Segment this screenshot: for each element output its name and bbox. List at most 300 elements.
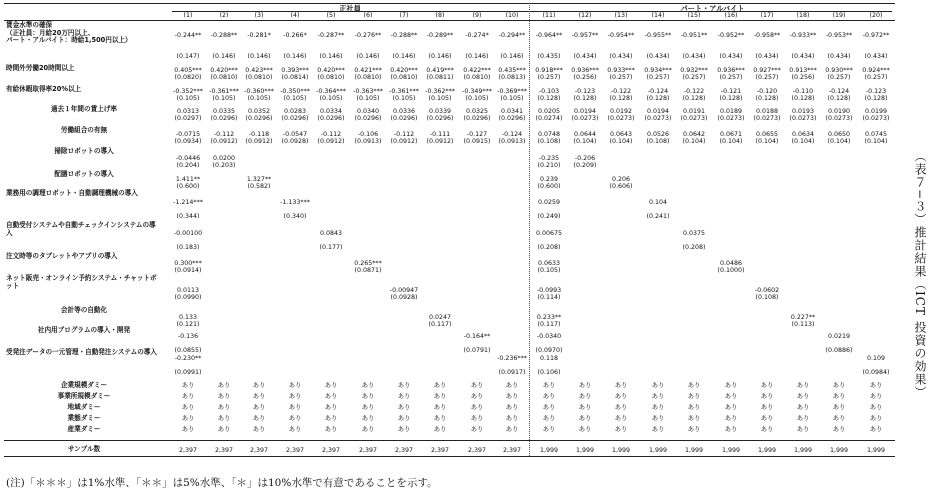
dummy-value: あり	[324, 382, 338, 389]
dummy-value: あり	[760, 393, 774, 400]
coef-cell: -0.958**	[753, 32, 781, 39]
dummy-value: あり	[324, 404, 338, 411]
se-cell: (0.128)	[573, 95, 597, 102]
se-cell: (0.105)	[537, 267, 561, 274]
coef-cell: 0.936***	[717, 67, 745, 74]
coef-cell: -0.0993	[536, 287, 562, 294]
coef-cell: 0.0336	[392, 108, 416, 115]
se-cell: (0.104)	[755, 138, 779, 145]
column-header: (11)	[542, 12, 556, 19]
dummy-value: あり	[470, 404, 484, 411]
coef-cell: -0.121	[720, 88, 742, 95]
dummy-value: あり	[470, 415, 484, 422]
coef-cell: -0.124	[647, 88, 669, 95]
se-cell: (0.257)	[755, 74, 779, 81]
se-cell: (0.434)	[609, 53, 633, 60]
se-cell: (0.146)	[392, 53, 416, 60]
se-cell: (0.104)	[682, 138, 706, 145]
sample-value: 1,999	[721, 447, 741, 454]
coef-cell: -0.112	[393, 131, 415, 138]
column-header: (20)	[869, 12, 883, 19]
row-label: ネット販売・オンライン予約システム・チャットボット	[6, 274, 157, 290]
dummy-value: あり	[505, 393, 519, 400]
coef-cell: 0.0340	[356, 108, 380, 115]
column-header: (3)	[254, 12, 264, 19]
row-label: 時間外労働20時間以上	[6, 64, 75, 72]
se-cell: (0.177)	[319, 244, 343, 251]
se-cell: (0.0296)	[210, 115, 238, 122]
dummy-value: あり	[796, 404, 810, 411]
dummy-value: あり	[217, 393, 231, 400]
se-cell: (0.128)	[827, 95, 851, 102]
dummy-value: あり	[542, 393, 556, 400]
coef-cell: 0.0745	[864, 131, 888, 138]
se-cell: (0.0913)	[354, 138, 382, 145]
coef-cell: -0.953**	[825, 32, 853, 39]
coef-cell: 0.918***	[535, 67, 563, 74]
sample-value: 1,999	[648, 447, 668, 454]
se-cell: (0.146)	[465, 53, 489, 60]
se-cell: (0.434)	[864, 53, 888, 60]
se-cell: (0.105)	[212, 95, 236, 102]
sample-value: 1,999	[757, 447, 777, 454]
dummy-value: あり	[324, 426, 338, 433]
column-header: (12)	[578, 12, 592, 19]
dummy-label: 企業規模ダミー	[60, 381, 108, 389]
se-cell: (0.257)	[827, 74, 851, 81]
se-cell: (0.241)	[646, 213, 670, 220]
se-cell: (0.0296)	[245, 115, 273, 122]
se-cell: (0.0991)	[174, 369, 202, 376]
coef-cell: 0.0194	[573, 108, 597, 115]
se-cell: (0.257)	[719, 74, 743, 81]
se-cell: (0.105)	[176, 95, 200, 102]
row-label: 社内用プログラムの導入・開発	[37, 326, 131, 334]
se-cell: (0.108)	[537, 138, 561, 145]
coef-cell: -0.124	[501, 131, 523, 138]
dummy-value: あり	[505, 415, 519, 422]
sample-value: 2,397	[178, 447, 198, 454]
column-header: (5)	[326, 12, 336, 19]
se-cell: (0.257)	[864, 74, 888, 81]
coef-cell: -0.103	[538, 88, 560, 95]
se-cell: (0.0273)	[789, 115, 817, 122]
dummy-value: あり	[542, 382, 556, 389]
sample-value: 1,999	[829, 447, 849, 454]
se-cell: (0.0296)	[390, 115, 418, 122]
coef-cell: 0.0643	[609, 131, 633, 138]
dummy-value: あり	[505, 426, 519, 433]
row-label: 業務用の調理ロボット・自動調理機械の導入	[6, 189, 138, 197]
column-header: (6)	[363, 12, 373, 19]
coef-cell: 0.0219	[827, 333, 851, 340]
table-title: （表７−３）推計結果（ICT 投資の効果）	[913, 150, 927, 399]
coef-cell: 0.206	[611, 176, 631, 183]
se-cell: (0.0984)	[862, 369, 890, 376]
coef-cell: -0.127	[466, 131, 488, 138]
header-rule	[4, 20, 895, 21]
dummy-value: あり	[361, 382, 375, 389]
se-cell: (0.209)	[573, 162, 597, 169]
coef-cell: 0.932***	[680, 67, 708, 74]
coef-cell: -0.954**	[607, 32, 635, 39]
se-cell: (0.0990)	[174, 294, 202, 301]
coef-cell: -0.363***	[353, 88, 383, 95]
coef-cell: 0.0843	[319, 230, 343, 237]
coef-cell: 0.0259	[537, 199, 561, 206]
se-cell: (0.0871)	[354, 267, 382, 274]
coef-cell: 1.327**	[246, 176, 272, 183]
se-cell: (0.0820)	[174, 74, 202, 81]
coef-cell: -0.0602	[754, 287, 780, 294]
se-cell: (0.0296)	[281, 115, 309, 122]
dummy-label: 業態ダミー	[67, 414, 101, 422]
dummy-value: あり	[505, 382, 519, 389]
dummy-label: 産業ダミー	[67, 425, 101, 433]
se-cell: (0.600)	[176, 183, 200, 190]
se-cell: (0.0934)	[174, 138, 202, 145]
dummy-value: あり	[288, 382, 302, 389]
coef-cell: -0.274*	[465, 32, 489, 39]
se-cell: (0.114)	[537, 294, 561, 301]
coef-cell: -0.230**	[174, 355, 202, 362]
se-cell: (0.582)	[247, 183, 271, 190]
dummy-value: あり	[832, 382, 846, 389]
dummy-value: あり	[252, 404, 266, 411]
coef-cell: -0.361***	[209, 88, 239, 95]
coef-cell: 0.104	[648, 199, 668, 206]
coef-cell: 0.0335	[212, 108, 236, 115]
dummy-value: あり	[869, 415, 883, 422]
coef-cell: -0.244**	[174, 32, 202, 39]
sample-value: 1,999	[793, 447, 813, 454]
dummy-value: あり	[614, 426, 628, 433]
dummy-value: あり	[397, 415, 411, 422]
dummy-value: あり	[832, 415, 846, 422]
se-cell: (0.0970)	[535, 347, 563, 354]
dummy-value: あり	[724, 426, 738, 433]
se-cell: (0.0273)	[825, 115, 853, 122]
coef-cell: 0.420***	[390, 67, 418, 74]
se-cell: (0.104)	[609, 138, 633, 145]
coef-cell: 0.0247	[428, 314, 452, 321]
se-cell: (0.434)	[755, 53, 779, 60]
se-cell: (0.0273)	[607, 115, 635, 122]
se-cell: (0.0273)	[753, 115, 781, 122]
coef-cell: 0.435***	[498, 67, 526, 74]
coef-cell: 0.927***	[753, 67, 781, 74]
coef-cell: -0.955**	[644, 32, 672, 39]
row-label: 過去１年間の賃上げ率	[51, 105, 117, 113]
coef-cell: 0.239	[539, 176, 559, 183]
sample-value: 1,999	[866, 447, 886, 454]
dummy-value: あり	[542, 415, 556, 422]
dummy-value: あり	[760, 382, 774, 389]
se-cell: (0.146)	[247, 53, 271, 60]
dummy-value: あり	[796, 415, 810, 422]
dummy-value: あり	[869, 426, 883, 433]
dummy-value: あり	[397, 404, 411, 411]
coef-cell: 0.0313	[176, 108, 200, 115]
dummy-label: 地域ダミー	[67, 403, 101, 411]
se-cell: (0.106)	[537, 369, 561, 376]
dummy-value: あり	[832, 404, 846, 411]
column-header: (7)	[399, 12, 409, 19]
coef-cell: -0.288**	[210, 32, 238, 39]
coef-cell: -0.120	[756, 88, 778, 95]
dummy-value: あり	[361, 415, 375, 422]
se-cell: (0.0912)	[390, 138, 418, 145]
se-cell: (0.0273)	[571, 115, 599, 122]
se-cell: (0.0855)	[174, 347, 202, 354]
coef-cell: 0.0283	[283, 108, 307, 115]
se-cell: (0.128)	[646, 95, 670, 102]
column-header: (13)	[614, 12, 628, 19]
dummy-value: あり	[433, 393, 447, 400]
dummy-value: あり	[614, 415, 628, 422]
dummy-value: あり	[832, 426, 846, 433]
se-cell: (0.0814)	[281, 74, 309, 81]
coef-cell: 0.0339	[428, 108, 452, 115]
dummy-value: あり	[397, 393, 411, 400]
coef-cell: -0.00947	[389, 287, 419, 294]
coef-cell: 0.0634	[791, 131, 815, 138]
se-cell: (0.0810)	[390, 74, 418, 81]
se-cell: (0.606)	[609, 183, 633, 190]
se-cell: (0.0297)	[174, 115, 202, 122]
dummy-value: あり	[687, 415, 701, 422]
coef-cell: 0.913***	[789, 67, 817, 74]
column-header: (8)	[435, 12, 445, 19]
coef-cell: -0.112	[320, 131, 342, 138]
coef-cell: 0.0193	[791, 108, 815, 115]
se-cell: (0.147)	[176, 53, 200, 60]
dummy-value: あり	[614, 404, 628, 411]
coef-cell: -0.123	[865, 88, 887, 95]
se-cell: (0.105)	[247, 95, 271, 102]
se-cell: (0.0928)	[390, 294, 418, 301]
column-header: (15)	[687, 12, 701, 19]
dummy-value: あり	[578, 382, 592, 389]
se-cell: (0.208)	[682, 244, 706, 251]
coef-cell: -0.236***	[497, 355, 527, 362]
coef-cell: 0.265***	[354, 260, 382, 267]
coef-cell: -0.118	[248, 131, 270, 138]
dummy-value: あり	[760, 404, 774, 411]
dummy-value: あり	[651, 382, 665, 389]
dummy-value: あり	[614, 393, 628, 400]
coef-cell: -0.124	[828, 88, 850, 95]
se-cell: (0.434)	[573, 53, 597, 60]
dummy-value: あり	[217, 382, 231, 389]
se-cell: (0.0811)	[426, 74, 454, 81]
dummy-value: あり	[181, 415, 195, 422]
coef-cell: 0.0191	[682, 108, 706, 115]
dummy-value: あり	[651, 404, 665, 411]
bottom-rule	[4, 456, 895, 457]
dummy-value: あり	[796, 393, 810, 400]
coef-cell: -0.111	[429, 131, 451, 138]
dummy-value: あり	[578, 426, 592, 433]
coef-cell: 0.227**	[790, 314, 816, 321]
coef-cell: 0.00675	[535, 230, 563, 237]
se-cell: (0.105)	[319, 95, 343, 102]
sample-label: サンプル数	[67, 445, 101, 453]
coef-cell: -0.122	[610, 88, 632, 95]
dummy-value: あり	[869, 404, 883, 411]
dummy-value: あり	[288, 404, 302, 411]
se-cell: (0.128)	[791, 95, 815, 102]
dummy-value: あり	[869, 393, 883, 400]
se-cell: (0.257)	[682, 74, 706, 81]
coef-cell: 0.0200	[212, 155, 236, 162]
column-header: (9)	[472, 12, 482, 19]
coef-cell: 0.0375	[682, 230, 706, 237]
dummy-value: あり	[217, 426, 231, 433]
coef-cell: 0.930***	[825, 67, 853, 74]
dummy-value: あり	[433, 382, 447, 389]
dummy-value: あり	[796, 382, 810, 389]
dummy-value: あり	[724, 393, 738, 400]
coef-cell: -0.0715	[175, 131, 201, 138]
dummy-value: あり	[796, 426, 810, 433]
se-cell: (0.0810)	[354, 74, 382, 81]
dummy-value: あり	[181, 393, 195, 400]
row-label: 配膳ロボットの導入	[54, 170, 114, 178]
coef-cell: 0.0188	[755, 108, 779, 115]
row-label: 自動受付システムや自動チェックインシステムの導入	[6, 221, 156, 237]
coef-cell: -0.206	[574, 155, 596, 162]
coef-cell: -0.136	[177, 333, 199, 340]
dummy-value: あり	[181, 404, 195, 411]
coef-cell: 0.420***	[210, 67, 238, 74]
dummy-value: あり	[724, 382, 738, 389]
se-cell: (0.0273)	[862, 115, 890, 122]
sample-value: 2,397	[502, 447, 522, 454]
sample-value: 1,999	[539, 447, 559, 454]
se-cell: (0.0810)	[463, 74, 491, 81]
sample-value: 2,397	[321, 447, 341, 454]
coef-cell: 0.0341	[500, 108, 524, 115]
se-cell: (0.146)	[283, 53, 307, 60]
dummy-value: あり	[252, 415, 266, 422]
dummy-value: あり	[505, 404, 519, 411]
coef-cell: -1.133***	[280, 199, 310, 206]
se-cell: (0.210)	[537, 162, 561, 169]
dummy-value: あり	[433, 426, 447, 433]
se-cell: (0.0912)	[245, 138, 273, 145]
row-label: 労働組合の有無	[60, 126, 108, 134]
dummy-value: あり	[687, 382, 701, 389]
se-cell: (0.0273)	[644, 115, 672, 122]
dummy-value: あり	[361, 404, 375, 411]
coef-cell: 0.0334	[319, 108, 343, 115]
column-header: (2)	[219, 12, 229, 19]
se-cell: (0.104)	[827, 138, 851, 145]
sample-value: 2,397	[358, 447, 378, 454]
dummy-value: あり	[542, 404, 556, 411]
coef-cell: 0.0199	[864, 108, 888, 115]
se-cell: (0.0912)	[317, 138, 345, 145]
sample-value: 2,397	[285, 447, 305, 454]
coef-cell: -0.110	[792, 88, 814, 95]
dummy-value: あり	[651, 393, 665, 400]
se-cell: (0.105)	[465, 95, 489, 102]
coef-cell: -0.350***	[280, 88, 310, 95]
coef-cell: 0.0526	[646, 131, 670, 138]
coef-cell: -0.122	[683, 88, 705, 95]
se-cell: (0.0273)	[680, 115, 708, 122]
se-cell: (0.0915)	[463, 138, 491, 145]
se-cell: (0.257)	[646, 74, 670, 81]
column-header: (10)	[505, 12, 519, 19]
se-cell: (0.104)	[573, 138, 597, 145]
se-cell: (0.0912)	[210, 138, 238, 145]
sample-value: 1,999	[611, 447, 631, 454]
sample-value: 2,397	[467, 447, 487, 454]
se-cell: (0.117)	[428, 321, 452, 328]
coef-cell: 0.0650	[827, 131, 851, 138]
dummy-value: あり	[324, 393, 338, 400]
se-cell: (0.128)	[537, 95, 561, 102]
coef-cell: -0.112	[213, 131, 235, 138]
coef-cell: -0.235	[538, 155, 560, 162]
se-cell: (0.104)	[864, 138, 888, 145]
se-cell: (0.0886)	[825, 347, 853, 354]
dummy-value: あり	[724, 404, 738, 411]
dummy-value: あり	[252, 382, 266, 389]
coef-cell: 0.0113	[176, 287, 200, 294]
se-cell: (0.0914)	[174, 267, 202, 274]
coef-cell: 0.0486	[719, 260, 743, 267]
coef-cell: -0.281*	[247, 32, 271, 39]
coef-cell: -0.364***	[316, 88, 346, 95]
dummy-value: あり	[832, 393, 846, 400]
coef-cell: -0.352***	[173, 88, 203, 95]
coef-cell: -0.933**	[789, 32, 817, 39]
se-cell: (0.0913)	[498, 138, 526, 145]
coef-cell: -0.289**	[426, 32, 454, 39]
coef-cell: -0.123	[574, 88, 596, 95]
se-cell: (0.434)	[719, 53, 743, 60]
se-cell: (0.0928)	[281, 138, 309, 145]
row-label: 受発注データの一元管理・自動発注システムの導入	[6, 348, 157, 356]
dummy-value: あり	[397, 426, 411, 433]
coef-cell: -0.0547	[282, 131, 308, 138]
coef-cell: 0.0189	[719, 108, 743, 115]
column-header: (19)	[832, 12, 846, 19]
sample-value: 2,397	[214, 447, 234, 454]
se-cell: (0.435)	[537, 53, 561, 60]
coef-cell: -0.106	[357, 131, 379, 138]
row-label: 掃除ロボットの導入	[54, 147, 114, 155]
coef-cell: -0.288**	[390, 32, 418, 39]
se-cell: (0.257)	[609, 74, 633, 81]
se-cell: (0.104)	[791, 138, 815, 145]
se-cell: (0.0296)	[317, 115, 345, 122]
coef-cell: 0.423***	[245, 67, 273, 74]
se-cell: (0.146)	[212, 53, 236, 60]
se-cell: (0.121)	[176, 321, 200, 328]
dummy-value: あり	[470, 382, 484, 389]
coef-cell: 0.0352	[247, 108, 271, 115]
dummy-value: あり	[181, 426, 195, 433]
dummy-value: あり	[252, 426, 266, 433]
coef-cell: 0.422***	[463, 67, 491, 74]
se-cell: (0.113)	[791, 321, 815, 328]
dummy-value: あり	[578, 415, 592, 422]
dummy-value: あり	[361, 426, 375, 433]
